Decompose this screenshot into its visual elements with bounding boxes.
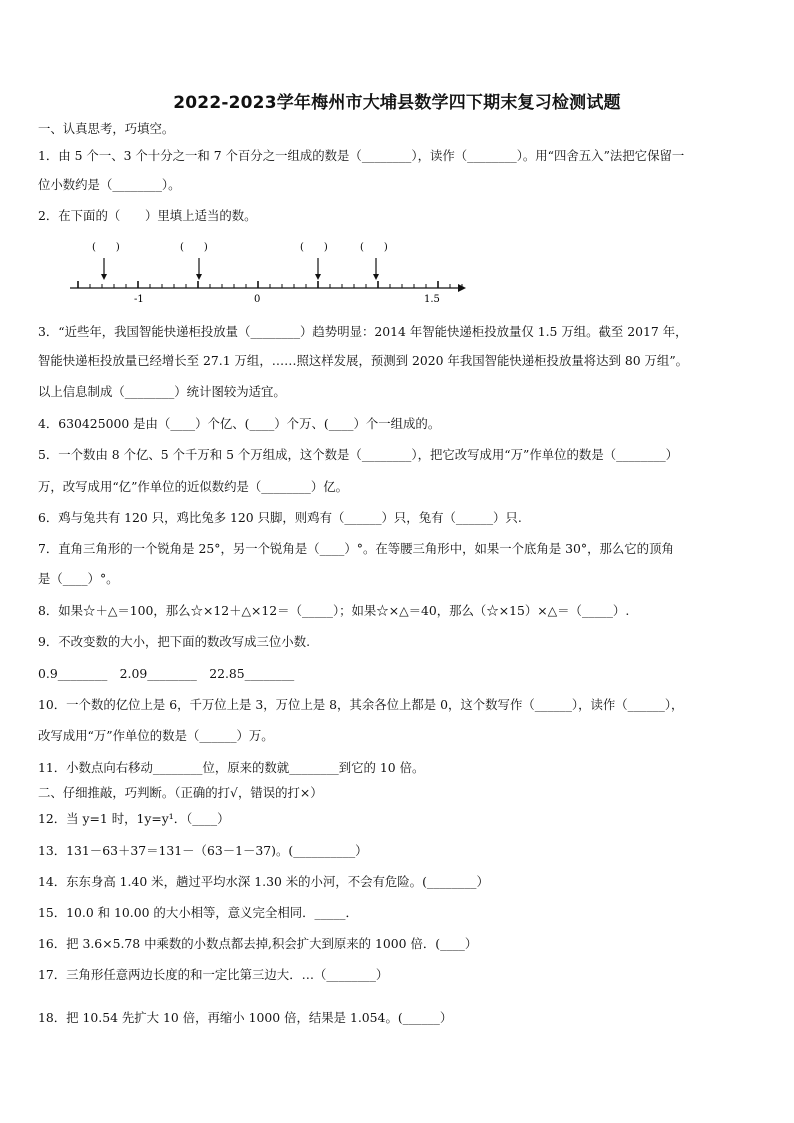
tick-label-one-point-five: 1.5 <box>424 294 440 305</box>
pointer-arrow-head <box>196 274 202 280</box>
question-1-line-2: 位小数约是（________）。 <box>38 177 181 192</box>
page-title: 2022-2023学年梅州市大埔县数学四下期末复习检测试题 <box>173 93 621 113</box>
question-3-line-2: 智能快递柜投放量已经增长至 27.1 万组，……照这样发展，预测到 2020 年我国智能快递柜投放量将达到 80 万组”。 <box>38 353 689 368</box>
question-7-line-1: 7．直角三角形的一个锐角是 25°，另一个锐角是（____）°。在等腰三角形中，如果一个底角是 30°，那么它的顶角 <box>38 541 674 556</box>
question-11: 11．小数点向右移动________位，原来的数就________到它的 10 倍。 <box>38 760 425 775</box>
number-line-ticks <box>78 281 462 288</box>
question-17: 17．三角形任意两边长度的和一定比第三边大．…（________） <box>38 967 389 982</box>
question-3-line-1: 3．“近些年，我国智能快递柜投放量（________）趋势明显：2014 年智能快递柜投放量仅 1.5 万组。截至 2017 年， <box>38 324 688 339</box>
question-8: 8．如果☆＋△＝100，那么☆×12＋△×12＝（_____）；如果☆×△＝40，那么（☆×15）×△＝（_____）. <box>38 603 630 618</box>
question-10-line-2: 改写成用“万”作单位的数是（______）万。 <box>38 728 274 743</box>
number-line-pointers <box>101 258 379 280</box>
pointer-arrow-head <box>315 274 321 280</box>
question-7-line-2: 是（____）°。 <box>38 571 119 586</box>
blank-bracket-3: ( ) <box>300 242 328 253</box>
number-line-figure <box>66 238 466 308</box>
question-9: 9．不改变数的大小，把下面的数改写成三位小数. <box>38 634 311 649</box>
pointer-arrow-head <box>101 274 107 280</box>
question-3-line-3: 以上信息制成（________）统计图较为适宜。 <box>38 384 286 399</box>
question-10-line-1: 10．一个数的亿位上是 6，千万位上是 3，万位上是 8，其余各位上都是 0，这个数写作（______），读作（______）， <box>38 697 684 712</box>
blank-bracket-4: ( ) <box>360 242 388 253</box>
question-4: 4．630425000 是由（____）个亿、(____）个万、(____）个一组成的。 <box>38 416 441 431</box>
question-18: 18．把 10.54 先扩大 10 倍，再缩小 1000 倍，结果是 1.054。(______） <box>38 1010 453 1025</box>
tick-label-minus-one: -1 <box>134 294 144 305</box>
question-16: 16．把 3.6×5.78 中乘数的小数点都去掉,积会扩大到原来的 1000 倍．(____） <box>38 936 478 951</box>
question-12: 12．当 y=1 时，1y=y¹．（____） <box>38 811 230 826</box>
question-1-line-1: 1．由 5 个一、3 个十分之一和 7 个百分之一组成的数是（________），读作（________）。用“四舍五入”法把它保留一 <box>38 148 685 163</box>
tick-label-zero: 0 <box>254 294 261 305</box>
section-heading-1: 一、认真思考，巧填空。 <box>38 121 175 136</box>
question-5-line-2: 万，改写成用“亿”作单位的近似数约是（________）亿。 <box>38 479 349 494</box>
question-13: 13．131－63＋37＝131－（63－1－37)。(__________） <box>38 843 368 858</box>
section-heading-2: 二、仔细推敲，巧判断。（正确的打√，错误的打×） <box>38 785 323 800</box>
question-15: 15．10.0 和 10.00 的大小相等，意义完全相同．_____． <box>38 905 358 920</box>
blank-bracket-2: ( ) <box>180 242 208 253</box>
question-2: 2．在下面的（ ）里填上适当的数。 <box>38 208 257 223</box>
question-6: 6．鸡与兔共有 120 只，鸡比兔多 120 只脚，则鸡有（______）只，兔有（______）只. <box>38 510 522 525</box>
question-9-items: 0.9________ 2.09________ 22.85________ <box>38 666 295 681</box>
pointer-arrow-head <box>373 274 379 280</box>
question-14: 14．东东身高 1.40 米，趟过平均水深 1.30 米的小河，不会有危险。(________） <box>38 874 489 889</box>
question-5-line-1: 5．一个数由 8 个亿、5 个千万和 5 个万组成，这个数是（________），把它改写成用“万”作单位的数是（________） <box>38 447 679 462</box>
blank-bracket-1: ( ) <box>92 242 120 253</box>
